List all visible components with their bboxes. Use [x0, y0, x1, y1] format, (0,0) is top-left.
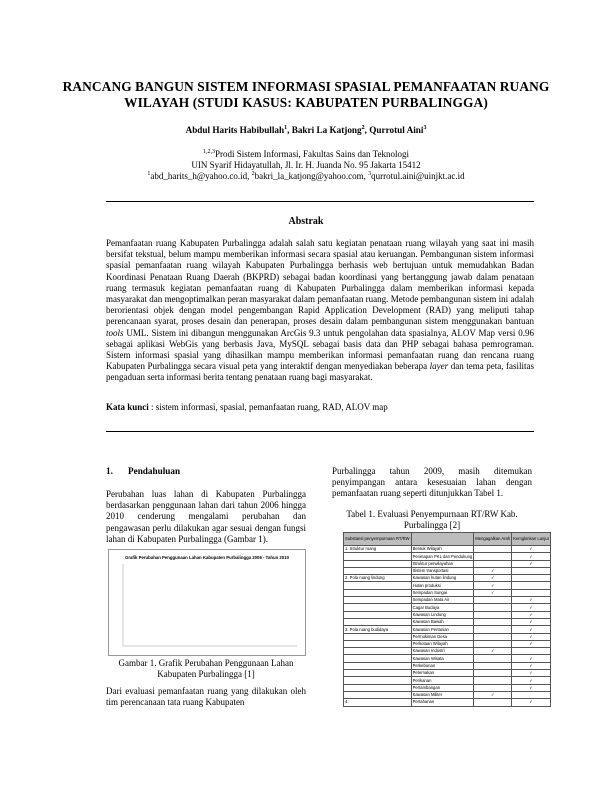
table-cell: ✓ — [512, 633, 551, 640]
table-cell: Perikanan — [411, 677, 474, 684]
table-row — [344, 677, 551, 684]
table-row — [344, 699, 551, 706]
table-cell: ✓ — [474, 575, 512, 582]
table-cell: ✓ — [512, 684, 551, 691]
table-row — [344, 560, 551, 567]
author-emails: $^1$abd_harits_h@yahoo.co.id, $^2$bakri_la_katjong@yahoo.com, $^3$qurrotul.aini@uinjkt.ac.id — [147, 171, 465, 181]
table-cell: ✓ — [512, 553, 551, 560]
table-header-row: Substansi penyempurnaan RT/RW Mengagalkan Arah Kemgkinkan Lanjut — [344, 533, 551, 546]
table-cell — [344, 662, 412, 669]
table-cell: Perkotaan Wilayah — [411, 640, 474, 647]
table-cell: ✓ — [512, 677, 551, 684]
table-cell — [512, 567, 551, 574]
table-cell: ✓ — [512, 611, 551, 618]
table-row — [344, 604, 551, 611]
table-cell: Kawasan hutan lindung — [411, 575, 474, 582]
table-cell — [474, 560, 512, 567]
table-cell: ✓ — [474, 589, 512, 596]
table-cell: ✓ — [512, 699, 551, 706]
table-cell: Kawasan Industri — [411, 648, 474, 655]
affiliation-dept: Prodi Sistem Informasi, Fakultas Sains dan Teknologi — [215, 149, 409, 159]
divider — [106, 431, 534, 432]
line-chart — [109, 550, 305, 655]
author-name: Qurrotul Aini — [369, 125, 424, 135]
table-row — [344, 575, 551, 582]
affiliation-address: UIN Syarif Hidayatullah, Jl. Ir. H. Juanda No. 95 Jakarta 15412 — [191, 160, 421, 170]
table-cell: ✓ — [474, 648, 512, 655]
table-cell: ✓ — [512, 546, 551, 553]
body-paragraph: Dari evaluasi pemanfaatan ruang yang dilakukan oleh tim perencanaan tata ruang Kabupaten — [106, 686, 306, 708]
keywords: Kata kunci : sistem informasi, spasial, pemanfaatan ruang, RAD, ALOV map — [106, 402, 388, 412]
table-cell: Perkebunan — [411, 662, 474, 669]
table-row — [344, 597, 551, 604]
table-cell: Kawasan Lindung — [411, 611, 474, 618]
table-cell — [474, 604, 512, 611]
abstract-heading: Abstrak — [288, 216, 324, 227]
abstract-text: Pemanfaatan ruang Kabupaten Purbalingga adalah salah satu kegiatan penataan ruang wilayah yang saat ini masih bersifat tekstual, belum mampu memberikan informasi secara spasial atau keruangan. Pembangunan sistem informasi spasial pemanfaatan ruang wilayah Kabupaten Purbalingga berhasis web bertujuan untuk memudahkan Badan Koordinasi Penataan Ruang Daerah (BKPRD) sebagai badan koordinasi yang bertanggung jawab dalam penataan ruang termasuk kegiatan pemanfaatan ruang di Kabupaten Purbalingga dalam memberikan informasi kepada masyarakat dan mengoptimalkan peran masyarakat dalam pemanfaatan ruang. Metode pembangunan sistem ini adalah berorientasi objek dengan model pengembangan Rapid Application Development (RAD) yang meliputi tahap perencanaan syarat, proses desain dan penerapan, proses desain dalam pembangunan sistem menggunakan bantuan tools UML. Sistem ini dibangun menggunakan ArcGis 9.3 untuk pengolahan data spasialnya, ALOV Map versi 0.96 sebagai aplikasi WebGis yang berbasis Java, MySQL sebagai basis data dan PHP sebagai bahasa pemrograman. Sistem informasi spasial yang dihasilkan mampu memberikan informasi pemanfaatan ruang dan rencana ruang Kabupaten Purbalingga secara visual peta yang interaktif dengan menyediakan beberapa layer dan tema peta, fasilitas pengaduan serta informasi berita tentang penataan ruang bagi masyarakat. — [106, 238, 535, 383]
body-paragraph: Purbalingga tahun 2009, masih ditemukan penyimpangan antara kesesuaian lahan dengan pemanfaatan ruang seperti ditunjukkan Tabel 1. — [332, 466, 532, 499]
table-cell — [344, 648, 412, 655]
table-cell — [512, 589, 551, 596]
table-cell: Bentuk Wilayah — [411, 546, 474, 553]
table-cell: ✓ — [474, 691, 512, 698]
table-row — [344, 662, 551, 669]
table-cell — [474, 553, 512, 560]
table-cell — [512, 691, 551, 698]
table-cell — [344, 553, 412, 560]
table-caption: Tabel 1. Evaluasi Penyempurnaan RT/RW Kab. Purbalingga [2] — [346, 509, 518, 530]
table-cell — [344, 633, 412, 640]
table-cell: Kawasan Militer — [411, 691, 474, 698]
table-cell: 2. Pola ruang lindung — [344, 575, 412, 582]
table-cell — [474, 597, 512, 604]
author-name: Abdul Harits Habibullah — [185, 125, 285, 135]
table-cell: Pertahanan — [411, 699, 474, 706]
affiliation: $^{1,2,3}$Prodi Sistem Informasi, Fakultas Sains dan Teknologi UIN Syarif Hidayatullah, Jl. Ir. H. Juanda No. 95 Jakarta 15412 $^1$abd_harits_h@yahoo.co.id, $^2$bakri_la_katjong@yahoo.com, $^3$qurrotul.aini@uinjkt.ac.id — [60, 149, 552, 182]
table-cell: 4. — [344, 699, 412, 706]
table-cell: ✓ — [512, 618, 551, 625]
table-cell — [474, 546, 512, 553]
table-row — [344, 611, 551, 618]
table-cell: Kawasan Wisata — [411, 655, 474, 662]
table-cell — [344, 604, 412, 611]
table-cell: 1. Struktur ruang — [344, 546, 412, 553]
table-row — [344, 589, 551, 596]
table-cell: ✓ — [512, 604, 551, 611]
table-cell: ✓ — [474, 567, 512, 574]
table-cell: ✓ — [512, 662, 551, 669]
table-cell: Penetapan PKL dan Pendukung — [412, 553, 473, 559]
table-cell: ✓ — [512, 670, 551, 677]
table-cell: Pertambangan — [411, 684, 474, 691]
table-cell: ✓ — [512, 626, 551, 633]
table-cell: Kawasan Pertanian — [411, 626, 474, 633]
table-cell: ✓ — [474, 582, 512, 589]
table-row — [344, 648, 551, 655]
table-row — [344, 582, 551, 589]
paper-title: RANCANG BANGUN SISTEM INFORMASI SPASIAL PEMANFAATAN RUANG WILAYAH (STUDI KASUS: KABUPATEN PURBALINGGA) — [62, 79, 550, 110]
table-cell — [344, 677, 412, 684]
body-paragraph: Perubahan luas lahan di Kabupaten Purbalingga berdasarkan penggunaan lahan dari tahun 2006 hingga 2010 cenderung mengalami perubahan dan pengawasan perlu dilakukan agar sesuai dengan fungsi lahan di Kabupaten Purbalingga (Gambar 1). — [106, 489, 306, 544]
table-cell — [344, 589, 412, 596]
evaluation-table — [343, 532, 551, 707]
table-cell — [474, 662, 512, 669]
table-row — [344, 546, 551, 553]
table-cell — [474, 677, 512, 684]
table-row — [344, 633, 551, 640]
table-row — [344, 618, 551, 625]
table-cell — [474, 611, 512, 618]
table-cell — [344, 691, 412, 698]
table-cell: Struktur perwilayahan — [411, 560, 474, 567]
table-cell — [344, 582, 412, 589]
author-name: Bakri La Katjong — [291, 125, 362, 135]
table-row — [344, 626, 551, 633]
table-row — [344, 567, 551, 574]
table-row — [344, 640, 551, 647]
table-row — [344, 684, 551, 691]
table-cell — [474, 640, 512, 647]
table-cell — [344, 567, 412, 574]
table-cell: 3. Pola ruang budidaya — [344, 626, 412, 633]
table-cell — [344, 655, 412, 662]
section-heading: 1. Pendahuluan — [106, 466, 181, 476]
table-cell — [512, 648, 551, 655]
table-cell — [474, 655, 512, 662]
figure-land-use-chart — [108, 549, 306, 656]
table-cell — [474, 633, 512, 640]
table-row — [344, 691, 551, 698]
table-cell — [474, 684, 512, 691]
divider — [106, 201, 534, 202]
table-cell: ✓ — [512, 640, 551, 647]
table-cell: ✓ — [512, 560, 551, 567]
table-cell — [344, 640, 412, 647]
author-list: Abdul Harits Habibullah$^1$, Bakri La Katjong$^2$, Qurrotul Aini$^3$ — [185, 125, 427, 135]
table-cell — [474, 699, 512, 706]
table-cell: ✓ — [512, 655, 551, 662]
table-cell — [474, 618, 512, 625]
table-cell: Cagar Budaya — [411, 604, 474, 611]
table-cell: Hutan produksi — [411, 582, 474, 589]
table-row — [344, 553, 551, 560]
table-cell — [344, 560, 412, 567]
table-cell: ✓ — [512, 597, 551, 604]
table-cell: Permukiman Desa — [411, 633, 474, 640]
table-cell — [344, 618, 412, 625]
table-cell — [344, 684, 412, 691]
table-cell — [344, 670, 412, 677]
table-cell: Peternakan — [411, 670, 474, 677]
table-cell — [512, 575, 551, 582]
table-row — [344, 655, 551, 662]
table-cell — [512, 582, 551, 589]
table-cell — [344, 597, 412, 604]
table-cell — [344, 611, 412, 618]
chart-title: Grafik Perubahan Penggunaan Lahan Kabupaten Purbalingga 2006 - Tahun 2010 — [125, 555, 289, 560]
table-row — [344, 670, 551, 677]
figure-caption: Gambar 1. Grafik Perubahan Penggunaan Lahan Kabupaten Purbalingga [1] — [118, 658, 294, 679]
table-cell: Sempadan Mata Air — [411, 597, 474, 604]
table-cell — [474, 626, 512, 633]
table-cell: Kawasan Bawah — [411, 618, 474, 625]
table-cell: Sempadan Sungai — [411, 589, 474, 596]
table-cell — [474, 670, 512, 677]
table-cell: Sistem transportasi — [411, 567, 474, 574]
